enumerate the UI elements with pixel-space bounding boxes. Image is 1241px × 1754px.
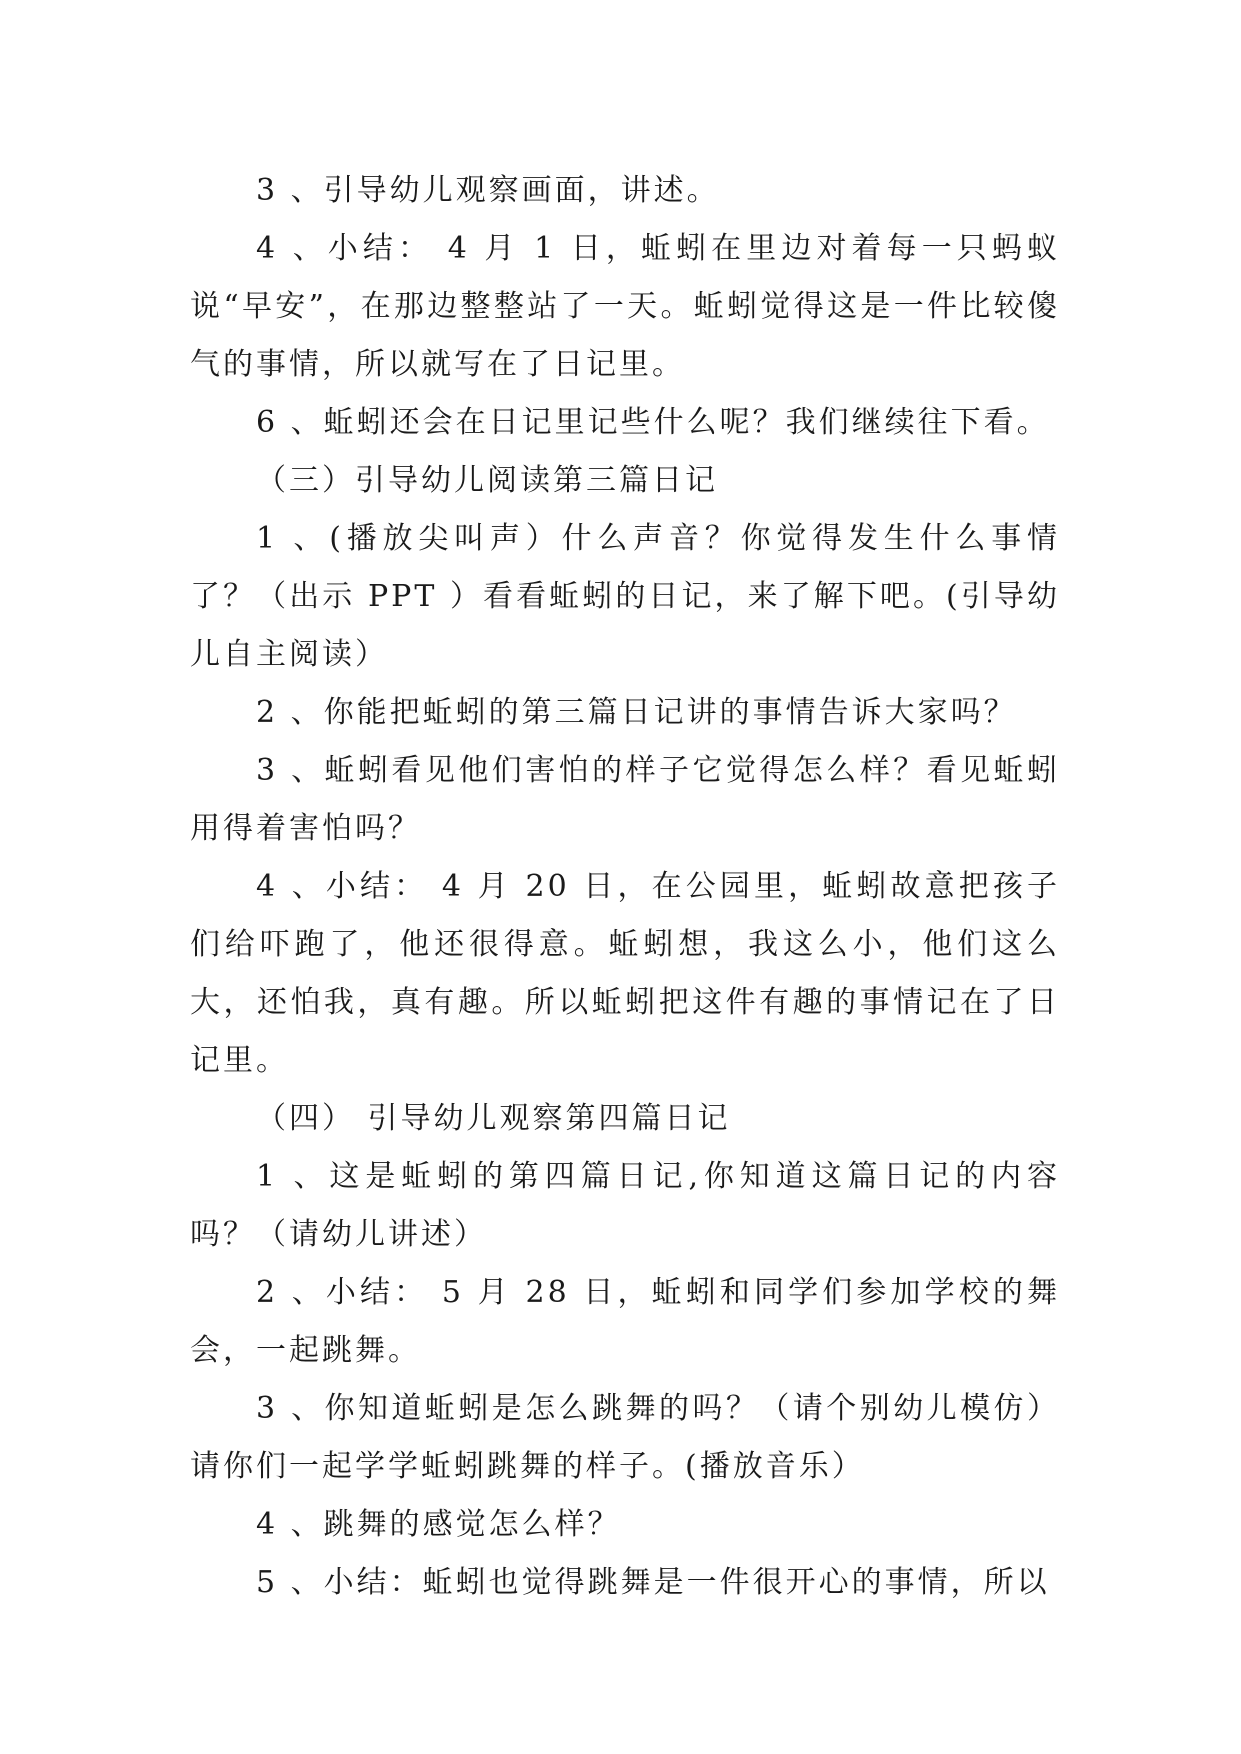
paragraph-step-3-afraid: 3 、蚯蚓看见他们害怕的样子它觉得怎么样？看见蚯蚓用得着害怕吗？ bbox=[190, 753, 1060, 846]
section-heading-fourth-diary: （四） 引导幼儿观察第四篇日记 bbox=[256, 1101, 731, 1136]
section-heading-third-diary: （三）引导幼儿阅读第三篇日记 bbox=[256, 463, 718, 498]
paragraph-step-3-observe: 3 、引导幼儿观察画面，讲述。 bbox=[256, 173, 720, 208]
paragraph-step-3-dance: 3 、你知道蚯蚓是怎么跳舞的吗？（请个别幼儿模仿）请你们一起学学蚯蚓跳舞的样子。(播放音乐） bbox=[190, 1391, 1060, 1484]
paragraph-step-4-feeling: 4 、跳舞的感觉怎么样？ bbox=[256, 1507, 621, 1542]
paragraph-summary-april-20: 4 、小结： 4 月 20 日，在公园里，蚯蚓故意把孩子们给吓跑了，他还很得意。蚯蚓想，我这么小，他们这么大，还怕我，真有趣。所以蚯蚓把这件有趣的事情记在了日记里。 bbox=[190, 869, 1060, 1078]
paragraph-step-2-retell: 2 、你能把蚯蚓的第三篇日记讲的事情告诉大家吗？ bbox=[256, 695, 1017, 730]
paragraph-step-6-continue: 6 、蚯蚓还会在日记里记些什么呢？我们继续往下看。 bbox=[256, 405, 1050, 440]
paragraph-step-1-fourth-diary: 1 、这是蚯蚓的第四篇日记,你知道这篇日记的内容吗？（请幼儿讲述） bbox=[190, 1159, 1060, 1252]
paragraph-step-1-scream: 1 、(播放尖叫声）什么声音？你觉得发生什么事情了？（出示 PPT ）看看蚯蚓的日记，来了解下吧。(引导幼儿自主阅读） bbox=[190, 521, 1060, 672]
paragraph-summary-april-1: 4 、小结： 4 月 1 日，蚯蚓在里边对着每一只蚂蚁说“早安”，在那边整整站了一天。蚯蚓觉得这是一件比较傻气的事情，所以就写在了日记里。 bbox=[190, 231, 1060, 382]
paragraph-summary-may-28: 2 、小结： 5 月 28 日，蚯蚓和同学们参加学校的舞会，一起跳舞。 bbox=[190, 1275, 1060, 1368]
paragraph-step-5-summary: 5 、小结：蚯蚓也觉得跳舞是一件很开心的事情，所以 bbox=[256, 1565, 1050, 1600]
body-text bbox=[190, 162, 1060, 1612]
